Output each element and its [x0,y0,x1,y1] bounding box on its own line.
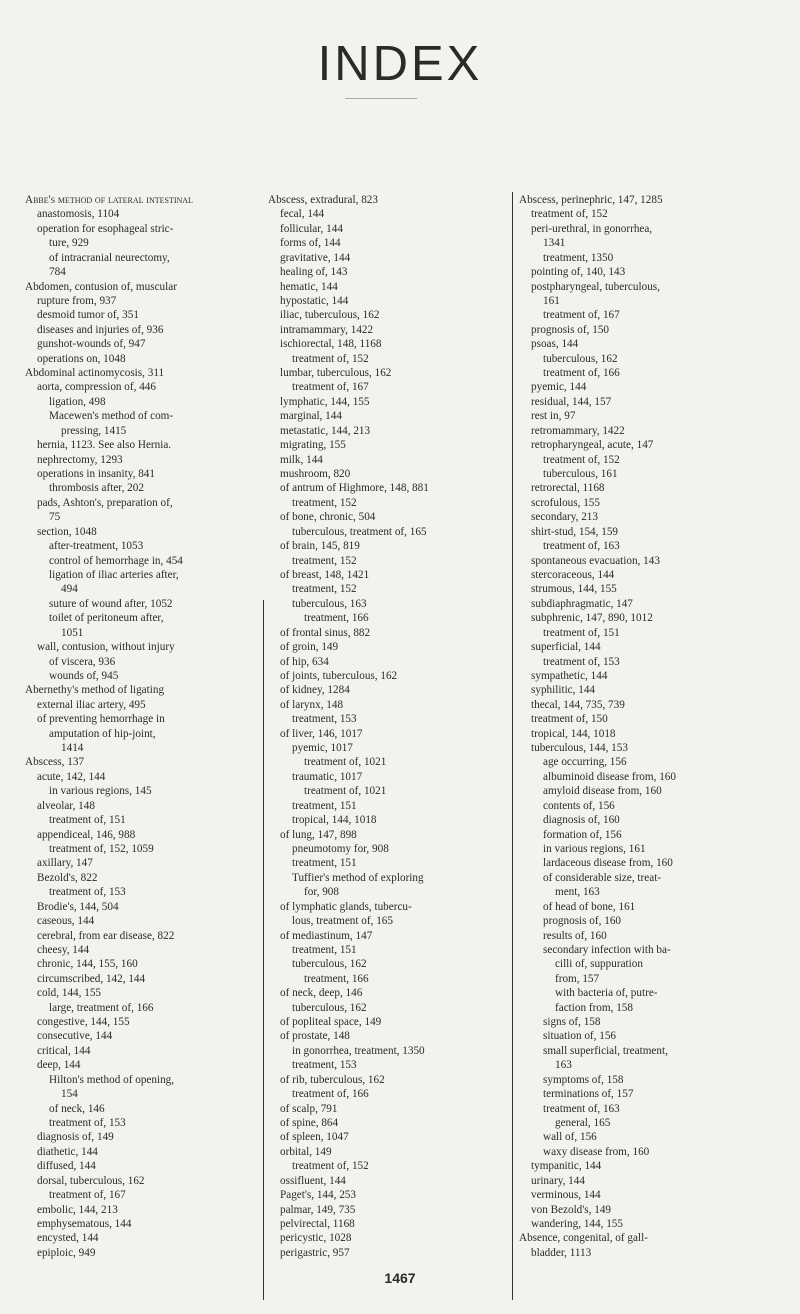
index-entry: gravitative, 144 [280,251,351,264]
index-entry: terminations of, 157 [543,1088,634,1101]
index-entry: operations in insanity, 841 [37,468,155,481]
index-entry: treatment of, 153 [49,886,126,899]
index-entry: thrombosis after, 202 [49,482,144,495]
index-entry: embolic, 144, 213 [37,1203,118,1216]
index-entry: psoas, 144 [531,338,579,351]
index-entry: of kidney, 1284 [280,684,350,697]
index-entry: superficial, 144 [531,641,601,654]
index-entry: of intracranial neurectomy, [49,251,170,264]
index-entry: treatment of, 163 [543,540,620,553]
index-entry: of viscera, 936 [49,655,116,668]
index-entry: mushroom, 820 [280,468,351,481]
index-entry: treatment of, 150 [531,713,608,726]
index-entry: operations on, 1048 [37,352,126,365]
index-entry: palmar, 149, 735 [280,1203,356,1216]
index-entry: subdiaphragmatic, 147 [531,597,633,610]
index-entry: cilli of, suppuration [555,958,643,971]
index-entry: treatment of, 163 [543,1102,620,1115]
index-entry: diffused, 144 [37,1160,96,1173]
index-entry: after-treatment, 1053 [49,540,144,553]
index-entry: urinary, 144 [531,1174,585,1187]
index-entry: treatment of, 167 [49,1189,126,1202]
index-entry: of brain, 145, 819 [280,540,360,553]
index-entry: treatment, 166 [304,612,369,625]
index-entry: of breast, 148, 1421 [280,568,370,581]
index-entry: pyemic, 144 [531,381,587,394]
index-entry: appendiceal, 146, 988 [37,828,136,841]
index-entry: spontaneous evacuation, 143 [531,554,660,567]
index-entry: residual, 144, 157 [531,395,612,408]
index-entry: tuberculous, 162 [292,1001,367,1014]
index-entry: of lymphatic glands, tubercu- [280,900,412,913]
index-entry: ligation, 498 [49,395,106,408]
index-entry: rest in, 97 [531,410,576,423]
index-entry: treatment of, 152 [531,208,608,221]
index-entry: fecal, 144 [280,208,325,221]
index-entry: Abdominal actinomycosis, 311 [25,367,165,380]
index-entry: of mediastinum, 147 [280,929,373,942]
index-entry: faction from, 158 [555,1001,633,1014]
index-entry: retropharyngeal, acute, 147 [531,439,654,452]
index-entry: syphilitic, 144 [531,684,596,697]
index-entry: in various regions, 145 [49,785,152,798]
index-entry: treatment of, 167 [543,309,620,322]
index-entry: cold, 144, 155 [37,987,102,1000]
index-entry: treatment of, 152 [292,352,369,365]
index-entry: dorsal, tuberculous, 162 [37,1174,145,1187]
index-entry: treatment, 166 [304,972,369,985]
index-entry: 1051 [61,626,84,639]
index-entry: Abbe's method of lateral intestinal [25,194,193,206]
index-entry: tuberculous, treatment of, 165 [292,525,427,538]
index-entry: formation of, 156 [543,828,622,841]
index-entry: migrating, 155 [280,439,346,452]
index-entry: Tuffier's method of exploring [292,871,424,884]
index-entry: for, 908 [304,886,339,899]
index-entry: of prostate, 148 [280,1030,350,1043]
index-entry: treatment, 151 [292,943,357,956]
index-column-2 [268,193,506,1260]
index-entry: encysted, 144 [37,1232,99,1245]
index-entry: of preventing hemorrhage in [37,713,165,726]
index-entry: treatment of, 153 [49,1117,126,1129]
index-entry: tropical, 144, 1018 [292,814,377,827]
index-entry: aorta, compression of, 446 [37,381,156,394]
index-entry: Abscess, 137 [25,756,85,769]
index-entry: tuberculous, 163 [292,597,367,610]
index-entry: treatment of, 1021 [304,756,387,769]
index-entry: Abernethy's method of ligating [25,684,165,697]
index-entry: diagnosis of, 149 [37,1131,114,1144]
index-entry: intramammary, 1422 [280,323,374,336]
index-entry: waxy disease from, 160 [543,1145,650,1158]
index-entry: wounds of, 945 [49,669,119,682]
index-entry: treatment, 151 [292,857,357,870]
index-entry: contents of, 156 [543,799,615,812]
index-entry: pointing of, 140, 143 [531,266,626,279]
index-entry: of bone, chronic, 504 [280,511,376,524]
index-entry: prognosis of, 150 [531,323,610,336]
index-entry: treatment of, 166 [292,1088,369,1101]
index-entry: treatment, 1350 [543,251,614,264]
index-entry: treatment of, 151 [49,814,126,827]
index-entry: circumscribed, 142, 144 [37,972,146,985]
index-entry: follicular, 144 [280,222,343,235]
index-entry: Brodie's, 144, 504 [37,900,119,913]
index-entry: iliac, tuberculous, 162 [280,309,380,322]
index-entry: alveolar, 148 [37,799,95,812]
index-entry: forms of, 144 [280,237,341,250]
index-entry: pads, Ashton's, preparation of, [37,496,173,509]
index-entry: of head of bone, 161 [543,900,636,913]
index-entry: traumatic, 1017 [292,770,363,783]
index-entry: signs of, 158 [543,1016,601,1029]
index-entry: von Bezold's, 149 [531,1203,612,1216]
index-entry: of hip, 634 [280,655,329,668]
index-entry: pyemic, 1017 [292,742,353,755]
index-entry: pneumotomy for, 908 [292,842,389,855]
index-entry: caseous, 144 [37,915,95,928]
index-entry: of lung, 147, 898 [280,828,357,841]
index-entry: general, 165 [555,1117,611,1129]
index-entry: with bacteria of, putre- [555,987,658,1000]
index-entry: deep, 144 [37,1059,81,1072]
index-entry: ligation of iliac arteries after, [49,568,179,581]
index-entry: treatment, 152 [292,583,357,596]
index-entry: symptoms of, 158 [543,1073,624,1086]
index-entry: milk, 144 [280,453,323,466]
index-entry: 494 [61,583,78,596]
index-entry: postpharyngeal, tuberculous, [531,280,660,293]
page-title: INDEX [317,37,483,91]
index-entry: of neck, deep, 146 [280,987,363,1000]
index-entry: section, 1048 [37,525,97,538]
index-entry: Absence, congenital, of gall- [519,1232,648,1245]
index-entry: treatment of, 152 [543,453,620,466]
index-entry: tympanitic, 144 [531,1160,602,1173]
index-entry: amyloid disease from, 160 [543,785,662,798]
index-entry: strumous, 144, 155 [531,583,617,596]
index-entry: Paget's, 144, 253 [280,1189,356,1202]
index-entry: perigastric, 957 [280,1246,350,1259]
index-entry: diagnosis of, 160 [543,814,620,827]
index-entry: of liver, 146, 1017 [280,727,363,740]
index-entry: wandering, 144, 155 [531,1217,623,1230]
index-entry: marginal, 144 [280,410,342,423]
index-entry: treatment, 152 [292,496,357,509]
index-entry: anastomosis, 1104 [37,208,120,221]
index-entry: cerebral, from ear disease, 822 [37,929,175,942]
index-entry: chronic, 144, 155, 160 [37,958,138,971]
index-entry: ossifluent, 144 [280,1174,346,1187]
index-entry: treatment, 152 [292,554,357,567]
index-entry: hernia, 1123. See also Hernia. [37,439,172,452]
index-entry: of scalp, 791 [280,1102,338,1115]
index-entry: wall, contusion, without injury [37,641,175,654]
index-entry: epiploic, 949 [37,1246,96,1259]
index-entry: Hilton's method of opening, [49,1073,175,1086]
index-entry: treatment, 151 [292,799,357,812]
index-entry: of neck, 146 [49,1102,105,1115]
index-column-3 [519,193,781,1260]
index-entry: in various regions, 161 [543,842,646,855]
index-entry: of joints, tuberculous, 162 [280,669,398,682]
index-entry: of antrum of Highmore, 148, 881 [280,482,429,495]
index-entry: ture, 929 [49,237,89,250]
index-entry: from, 157 [555,972,600,985]
index-entry: 163 [555,1059,572,1072]
index-entry: rupture from, 937 [37,294,117,307]
index-entry: in gonorrhea, treatment, 1350 [292,1044,425,1057]
index-entry: sympathetic, 144 [531,669,608,682]
index-entry: treatment of, 166 [543,367,620,380]
index-entry: tuberculous, 144, 153 [531,742,628,755]
index-entry: subphrenic, 147, 890, 1012 [531,612,653,625]
title-rule [345,98,417,99]
index-entry: pericystic, 1028 [280,1232,352,1245]
index-entry: 784 [49,266,66,279]
index-entry: ment, 163 [555,886,600,899]
index-entry: of rib, tuberculous, 162 [280,1073,385,1086]
index-entry: axillary, 147 [37,857,93,870]
index-entry: tuberculous, 162 [292,958,367,971]
index-entry: of considerable size, treat- [543,871,662,884]
index-entry: treatment of, 152 [292,1160,369,1173]
index-entry: shirt-stud, 154, 159 [531,525,619,538]
index-entry: critical, 144 [37,1044,91,1057]
index-entry: ischiorectal, 148, 1168 [280,338,382,351]
index-entry: stercoraceous, 144 [531,568,615,581]
index-entry: treatment of, 1021 [304,785,387,798]
index-entry: diathetic, 144 [37,1145,98,1158]
index-entry: lumbar, tuberculous, 162 [280,367,392,380]
index-entry: lardaceous disease from, 160 [543,857,673,870]
index-entry: pelvirectal, 1168 [280,1217,355,1230]
index-entry: toilet of peritoneum after, [49,612,164,625]
index-entry: hypostatic, 144 [280,294,349,307]
index-entry: large, treatment of, 166 [49,1001,154,1014]
index-entry: congestive, 144, 155 [37,1016,130,1029]
index-entry: treatment, 153 [292,713,357,726]
index-entry: hematic, 144 [280,280,338,293]
index-entry: secondary infection with ba- [543,943,671,956]
index-entry: external iliac artery, 495 [37,698,146,711]
index-entry: scrofulous, 155 [531,496,600,509]
index-entry: healing of, 143 [280,266,348,279]
index-entry: of frontal sinus, 882 [280,626,371,639]
index-entry: age occurring, 156 [543,756,627,769]
index-entry: thecal, 144, 735, 739 [531,698,625,711]
index-entry: treatment of, 152, 1059 [49,842,154,855]
index-entry: of groin, 149 [280,641,339,654]
index-entry: Abscess, perinephric, 147, 1285 [519,194,663,206]
index-entry: operation for esophageal stric- [37,222,174,235]
index-entry: results of, 160 [543,929,607,942]
index-entry: suture of wound after, 1052 [49,597,173,610]
index-entry: peri-urethral, in gonorrhea, [531,222,653,235]
index-entry: pressing, 1415 [61,424,127,437]
index-entry: cheesy, 144 [37,943,90,956]
index-entry: acute, 142, 144 [37,770,106,783]
index-entry: albuminoid disease from, 160 [543,770,676,783]
index-entry: diseases and injuries of, 936 [37,323,164,336]
index-entry: 1414 [61,742,84,755]
index-entry: Abdomen, contusion of, muscular [25,280,177,293]
index-entry: treatment of, 153 [543,655,620,668]
index-entry: 161 [543,294,560,307]
index-entry: nephrectomy, 1293 [37,453,123,466]
index-entry: tropical, 144, 1018 [531,727,616,740]
index-entry: 1341 [543,237,566,250]
index-entry: treatment of, 167 [292,381,369,394]
index-entry: of spleen, 1047 [280,1131,349,1144]
index-entry: secondary, 213 [531,511,598,524]
index-entry: situation of, 156 [543,1030,617,1043]
index-entry: small superficial, treatment, [543,1044,668,1057]
index-entry: of popliteal space, 149 [280,1016,382,1029]
column-divider-1 [263,600,264,1300]
index-entry: retromammary, 1422 [531,424,625,437]
index-entry: of spine, 864 [280,1117,339,1129]
index-entry: tuberculous, 162 [543,352,618,365]
index-entry: lous, treatment of, 165 [292,915,393,928]
index-column-1 [25,193,257,1260]
index-entry: desmoid tumor of, 351 [37,309,139,322]
index-entry: orbital, 149 [280,1145,332,1158]
index-entry: of larynx, 148 [280,698,344,711]
index-entry: 154 [61,1088,78,1101]
index-entry: bladder, 1113 [531,1246,592,1259]
index-entry: Abscess, extradural, 823 [268,194,378,206]
index-entry: prognosis of, 160 [543,915,622,928]
index-entry: consecutive, 144 [37,1030,113,1043]
index-entry: Bezold's, 822 [37,871,98,884]
index-entry: amputation of hip-joint, [49,727,156,740]
index-entry: treatment, 153 [292,1059,357,1072]
index-entry: treatment of, 151 [543,626,620,639]
index-entry: wall of, 156 [543,1131,597,1144]
index-entry: lymphatic, 144, 155 [280,395,370,408]
index-entry: 75 [49,511,61,524]
index-entry: emphysematous, 144 [37,1217,132,1230]
index-entry: tuberculous, 161 [543,468,618,481]
index-entry: retrorectal, 1168 [531,482,605,495]
column-divider-2 [512,192,513,1300]
index-entry: verminous, 144 [531,1189,601,1202]
index-entry: gunshot-wounds of, 947 [37,338,146,351]
page-number: 1467 [384,1270,416,1286]
index-entry: Macewen's method of com- [49,410,174,423]
index-entry: control of hemorrhage in, 454 [49,554,183,567]
index-entry: metastatic, 144, 213 [280,424,371,437]
